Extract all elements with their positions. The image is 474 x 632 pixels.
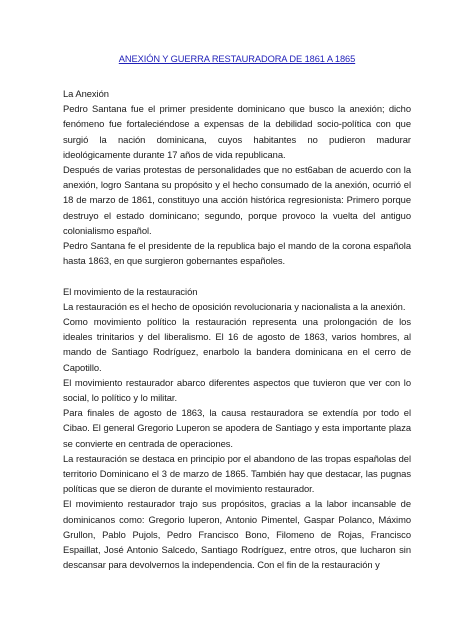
- section-restauracion: [63, 284, 411, 573]
- paragraph-spacer: [63, 268, 411, 283]
- section-anexion: [63, 86, 411, 268]
- paragraph: El movimiento restaurador trajo sus propósitos, gracias a la labor incansable de dominicanos como: Gregorio luperon, Antonio Pimentel, Gaspar Polanco, Máximo Grullon, Pablo Pujols, Pedro Francisco Bono, Filomeno de Rojas, Francisco Espaillat, José Antonio Salcedo, Santiago Rodríguez, entre otros, que lucharon sin descansar para devolvernos la independencia. Con el fin de la restauración y: [63, 498, 411, 571]
- section-heading: El movimiento de la restauración: [63, 285, 198, 297]
- paragraph: Pedro Santana fe el presidente de la republica bajo el mando de la corona española hasta 1863, en que surgieron gobernantes españoles.: [63, 240, 411, 267]
- paragraph: Pedro Santana fue el primer presidente dominicano que busco la anexión; dicho fenómeno fue fortaleciéndose a expensas de la debilidad socio-política con que surgió la nación dominicana, cuyos habitantes no pudieron madurar ideológicamente durante 17 años de vida republicana.: [63, 103, 411, 160]
- paragraph: La restauración es el hecho de oposición revolucionaria y nacionalista a la anexión.: [63, 300, 406, 312]
- document-body: [63, 86, 411, 572]
- paragraph: Como movimiento político la restauración representa una prolongación de los ideales trinitarios y del liberalismo. El 16 de agosto de 1863, varios hombres, al mando de Santiago Rodríguez, enarbolo la bandera dominicana en el cerro de Capotillo.: [63, 316, 411, 373]
- paragraph: La restauración se destaca en principio por el abandono de las tropas españolas del territorio Dominicano el 3 de marzo de 1865. También hay que destacar, las pugnas políticas que se dieron de durante el movimiento restaurador.: [63, 452, 411, 495]
- paragraph: El movimiento restaurador abarco diferentes aspectos que tuvieron que ver con lo social, lo político y lo militar.: [63, 376, 411, 404]
- paragraph: Para finales de agosto de 1863, la causa restauradora se extendía por todo el Cibao. El general Gregorio Luperon se apodera de Santiago y esta importante plaza se convierte en centrada de operaciones.: [63, 407, 411, 449]
- section-heading: La Anexión: [63, 88, 109, 99]
- document-title: ANEXIÓN Y GUERRA RESTAURADORA DE 1861 A 1865: [118, 54, 356, 64]
- paragraph: Después de varias protestas de personalidades que no est6aban de acuerdo con la anexión, logro Santana su propósito y el hecho consumado de la anexión, ocurrió el 18 de marzo de 1861, constituyo una acción histórica regresionista: Primero porque destruyo el estado dominicano; segundo, porque provoco la vuelta del antiguo colonialismo español.: [63, 164, 411, 236]
